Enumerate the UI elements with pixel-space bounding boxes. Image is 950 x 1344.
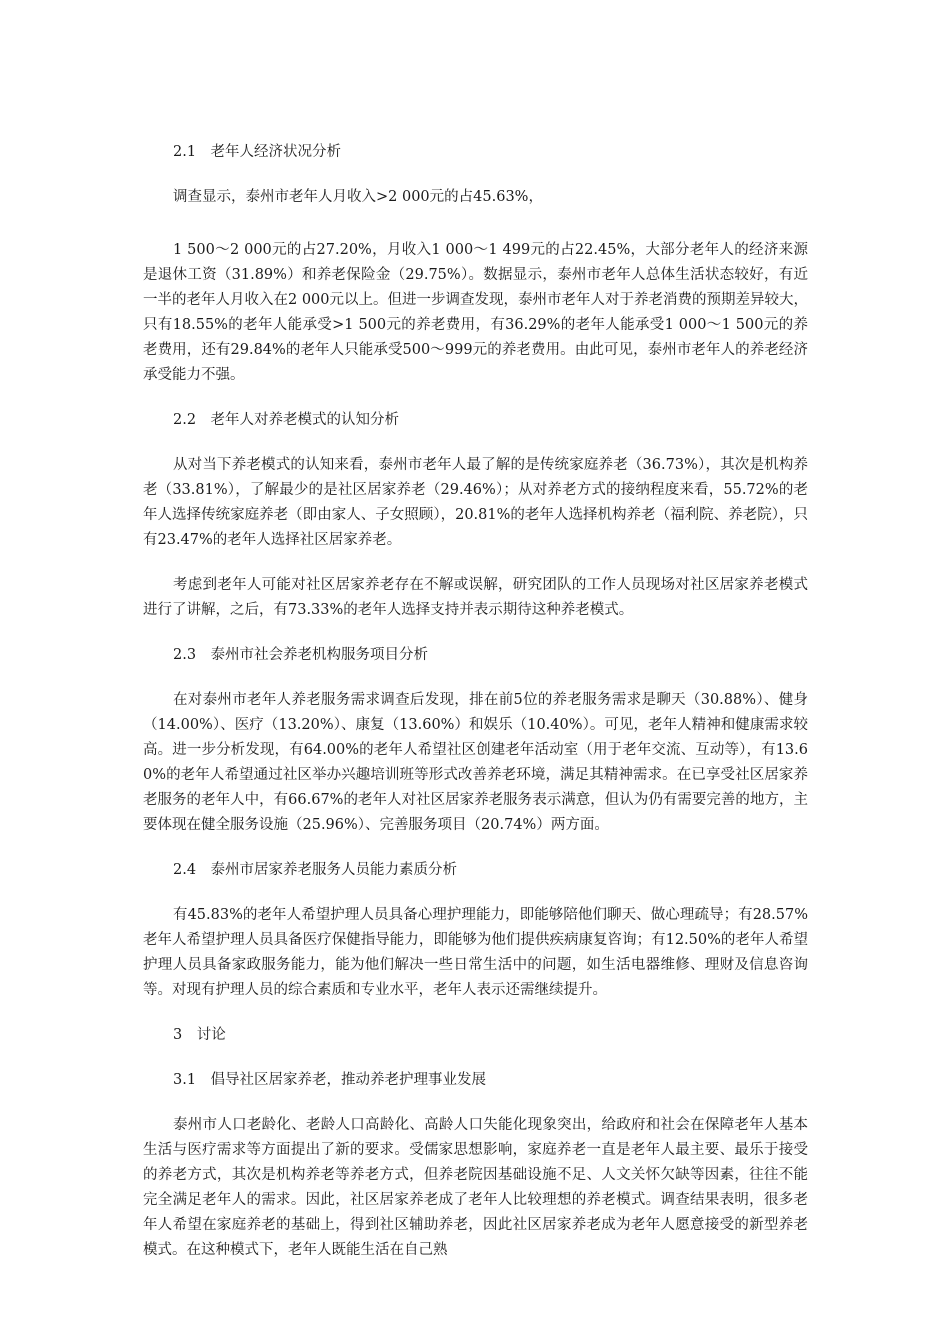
paragraph-2-1-a: 调查显示，泰州市老年人月收入>2 000元的占45.63%， bbox=[173, 189, 543, 205]
paragraph-2-3: 在对泰州市老年人养老服务需求调查后发现，排在前5位的养老服务需求是聊天（30.88%）、健身（14.00%）、医疗（13.20%）、康复（13.60%）和娱乐（10.40%）。可见，老年人精神和健康需求较高。进一步分析发现，有64.00%的老年人希望社区创建老年活动室（用于老年交流、互动等），有13.60%的老年人希望通过社区举办兴趣培训班等形式改善养老环境，满足其精神需求。在已享受社区居家养老服务的老年人中，有66.67%的老年人对社区居家养老服务表示满意，但认为仍有需要完善的地方，主要体现在健全服务设施（25.96%）、完善服务项目（20.74%）两方面。 bbox=[143, 692, 808, 833]
document-body bbox=[143, 140, 808, 1263]
paragraph-3-1: 泰州市人口老龄化、老龄人口高龄化、高龄人口失能化现象突出，给政府和社会在保障老年人基本生活与医疗需求等方面提出了新的要求。受儒家思想影响，家庭养老一直是老年人最主要、最乐于接受的养老方式，其次是机构养老等养老方式，但养老院因基础设施不足、人文关怀欠缺等因素，往往不能完全满足老年人的需求。因此，社区居家养老成了老年人比较理想的养老模式。调查结果表明，很多老年人希望在家庭养老的基础上，得到社区辅助养老，因此社区居家养老成为老年人愿意接受的新型养老模式。在这种模式下，老年人既能生活在自己熟 bbox=[143, 1117, 808, 1258]
paragraph-2-4: 有45.83%的老年人希望护理人员具备心理护理能力，即能够陪他们聊天、做心理疏导；有28.57%老年人希望护理人员具备医疗保健指导能力，即能够为他们提供疾病康复咨询；有12.50%的老年人希望护理人员具备家政服务能力，能为他们解决一些日常生活中的问题，如生活电器维修、理财及信息咨询等。对现有护理人员的综合素质和专业水平，老年人表示还需继续提升。 bbox=[143, 907, 808, 998]
section-heading-2-3: 2.3 泰州市社会养老机构服务项目分析 bbox=[173, 647, 429, 663]
section-heading-3-1: 3.1 倡导社区居家养老，推动养老护理事业发展 bbox=[173, 1072, 487, 1088]
paragraph-2-2-a: 从对当下养老模式的认知来看，泰州市老年人最了解的是传统家庭养老（36.73%），其次是机构养老（33.81%），了解最少的是社区居家养老（29.46%）；从对养老方式的接纳程度来看，55.72%的老年人选择传统家庭养老（即由家人、子女照顾），20.81%的老年人选择机构养老（福利院、养老院），只有23.47%的老年人选择社区居家养老。 bbox=[143, 457, 808, 548]
section-heading-2-4: 2.4 泰州市居家养老服务人员能力素质分析 bbox=[173, 862, 458, 878]
section-heading-2-2: 2.2 老年人对养老模式的认知分析 bbox=[173, 412, 400, 428]
section-heading-2-1: 2.1 老年人经济状况分析 bbox=[173, 144, 342, 160]
section-heading-3: 3 讨论 bbox=[173, 1027, 226, 1043]
paragraph-2-1-b: 1 500～2 000元的占27.20%，月收入1 000～1 499元的占22.45%，大部分老年人的经济来源是退休工资（31.89%）和养老保险金（29.75%）。数据显示，泰州市老年人总体生活状态较好，有近一半的老年人月收入在2 000元以上。但进一步调查发现，泰州市老年人对于养老消费的预期差异较大，只有18.55%的老年人能承受>1 500元的养老费用，有36.29%的老年人能承受1 000～1 500元的养老费用，还有29.84%的老年人只能承受500～999元的养老费用。由此可见，泰州市老年人的养老经济承受能力不强。 bbox=[143, 242, 809, 383]
paragraph-2-2-b: 考虑到老年人可能对社区居家养老存在不解或误解，研究团队的工作人员现场对社区居家养老模式进行了讲解，之后，有73.33%的老年人选择支持并表示期待这种养老模式。 bbox=[143, 577, 808, 618]
